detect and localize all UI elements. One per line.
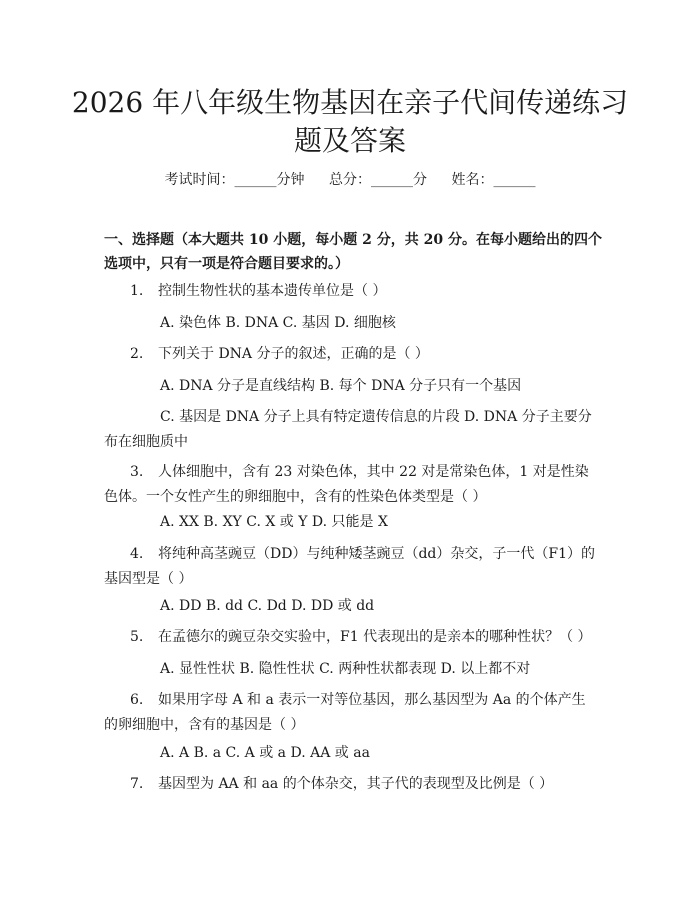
question-number: 1. [130, 283, 144, 299]
question-4-options: A. DD B. dd C. Dd D. DD 或 dd [160, 598, 375, 614]
question-text: 人体细胞中，含有 23 对染色体，其中 22 对是常染色体，1 对是性染色体。一个女性产生的卵细胞中，含有的性染色体类型是（ ） [104, 464, 589, 505]
section-heading: 一、选择题（本大题共 10 小题，每小题 2 分，共 20 分。在每小题给出的四个选项中，只有一项是符合题目要求的。） [104, 232, 602, 272]
document-title: 2026 年八年级生物基因在亲子代间传递练习题及答案 [71, 86, 629, 157]
question-5-options: A. 显性性状 B. 隐性性状 C. 两种性状都表现 D. 以上都不对 [160, 661, 531, 677]
exam-time-field: 考试时间：______分钟 [164, 172, 305, 188]
question-5 [104, 625, 596, 650]
question-text: 将纯种高茎豌豆（DD）与纯种矮茎豌豆（dd）杂交，子一代（F1）的基因型是（ ） [104, 546, 595, 587]
question-text: 下列关于 DNA 分子的叙述，正确的是（ ） [158, 346, 429, 362]
question-2-options-line-1: A. DNA 分子是直线结构 B. 每个 DNA 分子只有一个基因 [160, 378, 522, 394]
question-4 [104, 542, 596, 592]
question-3-options: A. XX B. XY C. X 或 Y D. 只能是 X [160, 514, 388, 530]
question-1-options: A. 染色体 B. DNA C. 基因 D. 细胞核 [160, 315, 396, 331]
question-text: 如果用字母 A 和 a 表示一对等位基因，那么基因型为 Aa 的个体产生的卵细胞中，含有的基因是（ ） [104, 692, 586, 733]
total-score-field: 总分：______分 [329, 172, 427, 188]
name-field: 姓名：______ [451, 172, 536, 188]
question-1 [104, 279, 596, 304]
question-6-options: A. A B. a C. A 或 a D. AA 或 aa [160, 745, 370, 761]
exam-info-line [0, 170, 700, 190]
question-number: 6. [130, 692, 144, 708]
question-text: 在孟德尔的豌豆杂交实验中，F1 代表现出的是亲本的哪种性状？（ ） [158, 629, 592, 645]
question-number: 4. [130, 546, 144, 562]
question-number: 3. [130, 464, 144, 480]
question-number: 7. [130, 776, 144, 792]
question-number: 5. [130, 629, 144, 645]
question-7 [104, 772, 596, 797]
question-6 [104, 688, 596, 738]
question-text: 控制生物性状的基本遗传单位是（ ） [158, 283, 387, 299]
question-number: 2. [130, 346, 144, 362]
question-text: 基因型为 AA 和 aa 的个体杂交，其子代的表现型及比例是（ ） [158, 776, 554, 792]
question-2-options-line-2: C. 基因是 DNA 分子上具有特定遗传信息的片段 D. DNA 分子主要分布在细胞质中 [104, 409, 592, 450]
question-3 [104, 460, 596, 510]
question-2 [104, 342, 596, 367]
